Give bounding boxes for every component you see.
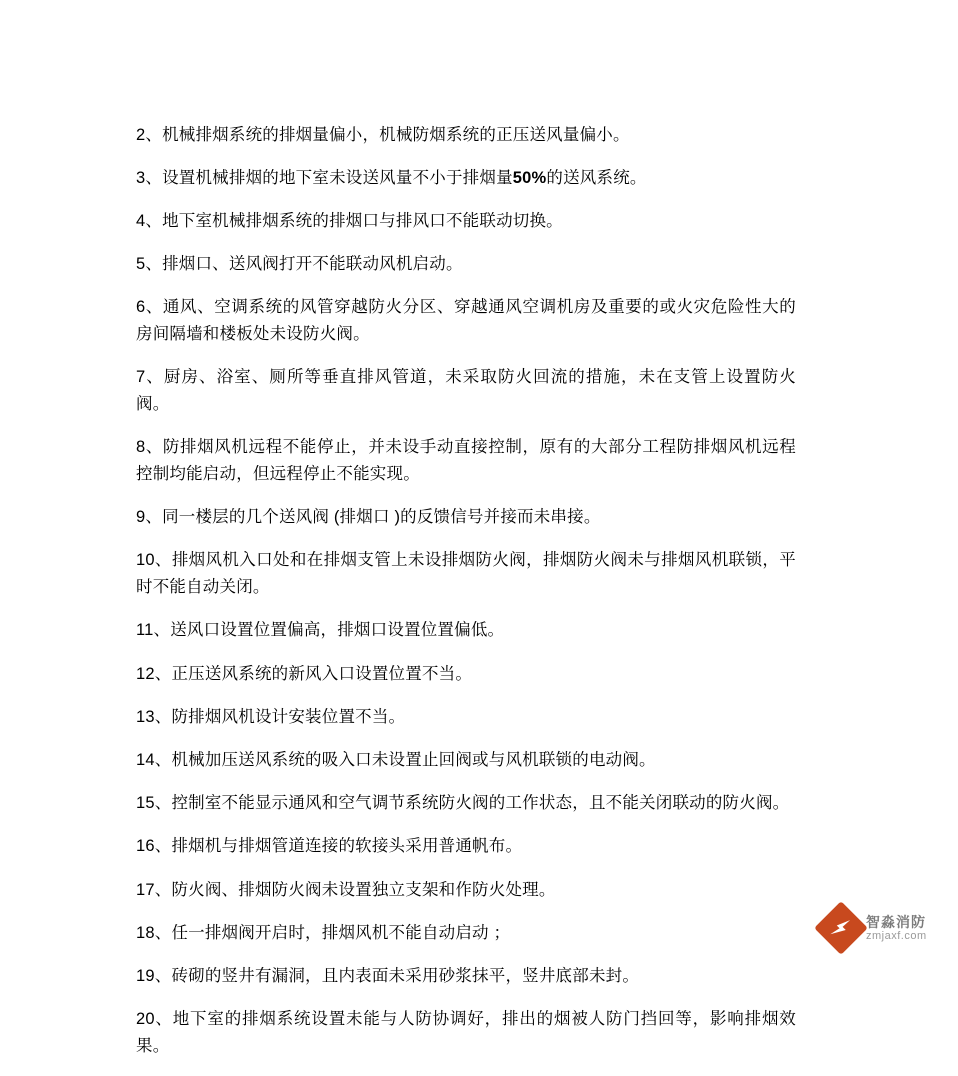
list-item-emphasis: 50% (512, 168, 547, 187)
list-item-number: 9、 (136, 508, 163, 527)
list-item (136, 434, 796, 487)
watermark (822, 905, 946, 951)
list-item-text: 防排烟风机设计安装位置不当。 (171, 707, 406, 726)
list-item (136, 294, 796, 347)
list-item-text: 厨房、浴室、厕所等垂直排风管道，未采取防火回流的措施，未在支管上设置防火阀。 (136, 368, 797, 414)
list-item-text: 同一楼层的几个送风阀 (排烟口 )的反馈信号并接而未串接。 (162, 508, 601, 527)
list-item-number: 2、 (136, 125, 163, 144)
list-item-text: 通风、空调系统的风管穿越防火分区、穿越通风空调机房及重要的或火灾危险性大的房间隔墙和楼板处未设防火阀。 (136, 298, 796, 344)
list-item-text: 机械加压送风系统的吸入口未设置止回阀或与风机联锁的电动阀。 (171, 751, 656, 769)
list-item-number: 20、 (136, 1010, 173, 1029)
list-item (136, 617, 796, 644)
list-item-number: 4、 (136, 211, 163, 230)
list-item (136, 364, 796, 417)
list-item-text: 地下室机械排烟系统的排烟口与排风口不能联动切换。 (162, 211, 563, 230)
list-item (136, 661, 796, 688)
list-item-text: 排烟风机入口处和在排烟支管上未设排烟防火阀，排烟防火阀未与排烟风机联锁，平时不能自动关闭。 (136, 551, 797, 597)
list-item-number: 12、 (136, 664, 172, 683)
list-item-number: 16、 (136, 837, 172, 856)
list-item-text: 送风口设置位置偏高，排烟口设置位置偏低。 (170, 621, 505, 640)
list-item-text: 正压送风系统的新风入口设置位置不当。 (171, 664, 473, 683)
list-item (136, 1006, 796, 1059)
list-item-number: 10、 (136, 551, 172, 570)
list-item (136, 251, 796, 278)
list-item-text: 防火阀、排烟防火阀未设置独立支架和作防火处理。 (171, 880, 556, 899)
list-item (136, 747, 796, 774)
list-item (136, 704, 796, 731)
watermark-text (866, 914, 927, 943)
list-item-number: 3、 (136, 168, 163, 187)
list-item-text: 设置机械排烟的地下室未设送风量不小于排烟量 (162, 168, 513, 187)
list-item-text-continued: 的送风系统。 (546, 168, 647, 187)
list-item-text: 地下室的排烟系统设置未能与人防协调好，排出的烟被人防门挡回等，影响排烟效果。 (136, 1010, 797, 1056)
document-body (136, 105, 796, 1076)
list-item-number: 17、 (136, 880, 172, 899)
list-item-number: 19、 (136, 967, 172, 986)
list-item (136, 122, 796, 149)
list-item-number: 5、 (136, 255, 163, 274)
list-item-number: 13、 (136, 707, 172, 726)
list-item (136, 963, 796, 990)
list-item-text: 机械排烟系统的排烟量偏小，机械防烟系统的正压送风量偏小。 (162, 125, 630, 144)
list-item-text: 排烟口、送风阀打开不能联动风机启动。 (162, 255, 463, 274)
list-item (136, 504, 796, 531)
list-item (136, 833, 796, 860)
list-item-text: 防排烟风机远程不能停止，并未设手动直接控制，原有的大部分工程防排烟风机远程控制均能启动，但远程停止不能实现。 (136, 438, 796, 483)
list-item-number: 6、 (136, 298, 163, 317)
list-item-number: 8、 (136, 438, 163, 457)
list-item (136, 920, 796, 947)
list-item-number: 7、 (136, 368, 164, 387)
list-item-text: 任一排烟阀开启时，排烟风机不能自动启动 ； (171, 923, 511, 942)
list-item-number: 14、 (136, 751, 172, 769)
flame-logo-icon (814, 901, 868, 955)
list-item-number: 18、 (136, 923, 172, 942)
watermark-subtitle: zmjaxf.com (866, 929, 927, 942)
watermark-title: 智淼消防 (866, 913, 926, 930)
list-item (136, 877, 796, 904)
list-item (136, 547, 796, 600)
list-item-number: 15、 (136, 794, 172, 813)
list-item (136, 790, 796, 817)
list-item-text: 排烟机与排烟管道连接的软接头采用普通帆布。 (171, 837, 523, 856)
list-item (136, 208, 796, 235)
list-item-text: 砖砌的竖井有漏洞，且内表面未采用砂浆抹平，竖井底部未封。 (171, 967, 640, 986)
list-item (136, 165, 796, 192)
list-item-text: 控制室不能显示通风和空气调节系统防火阀的工作状态，且不能关闭联动的防火阀。 (171, 794, 790, 813)
list-item-number: 11、 (136, 621, 171, 640)
